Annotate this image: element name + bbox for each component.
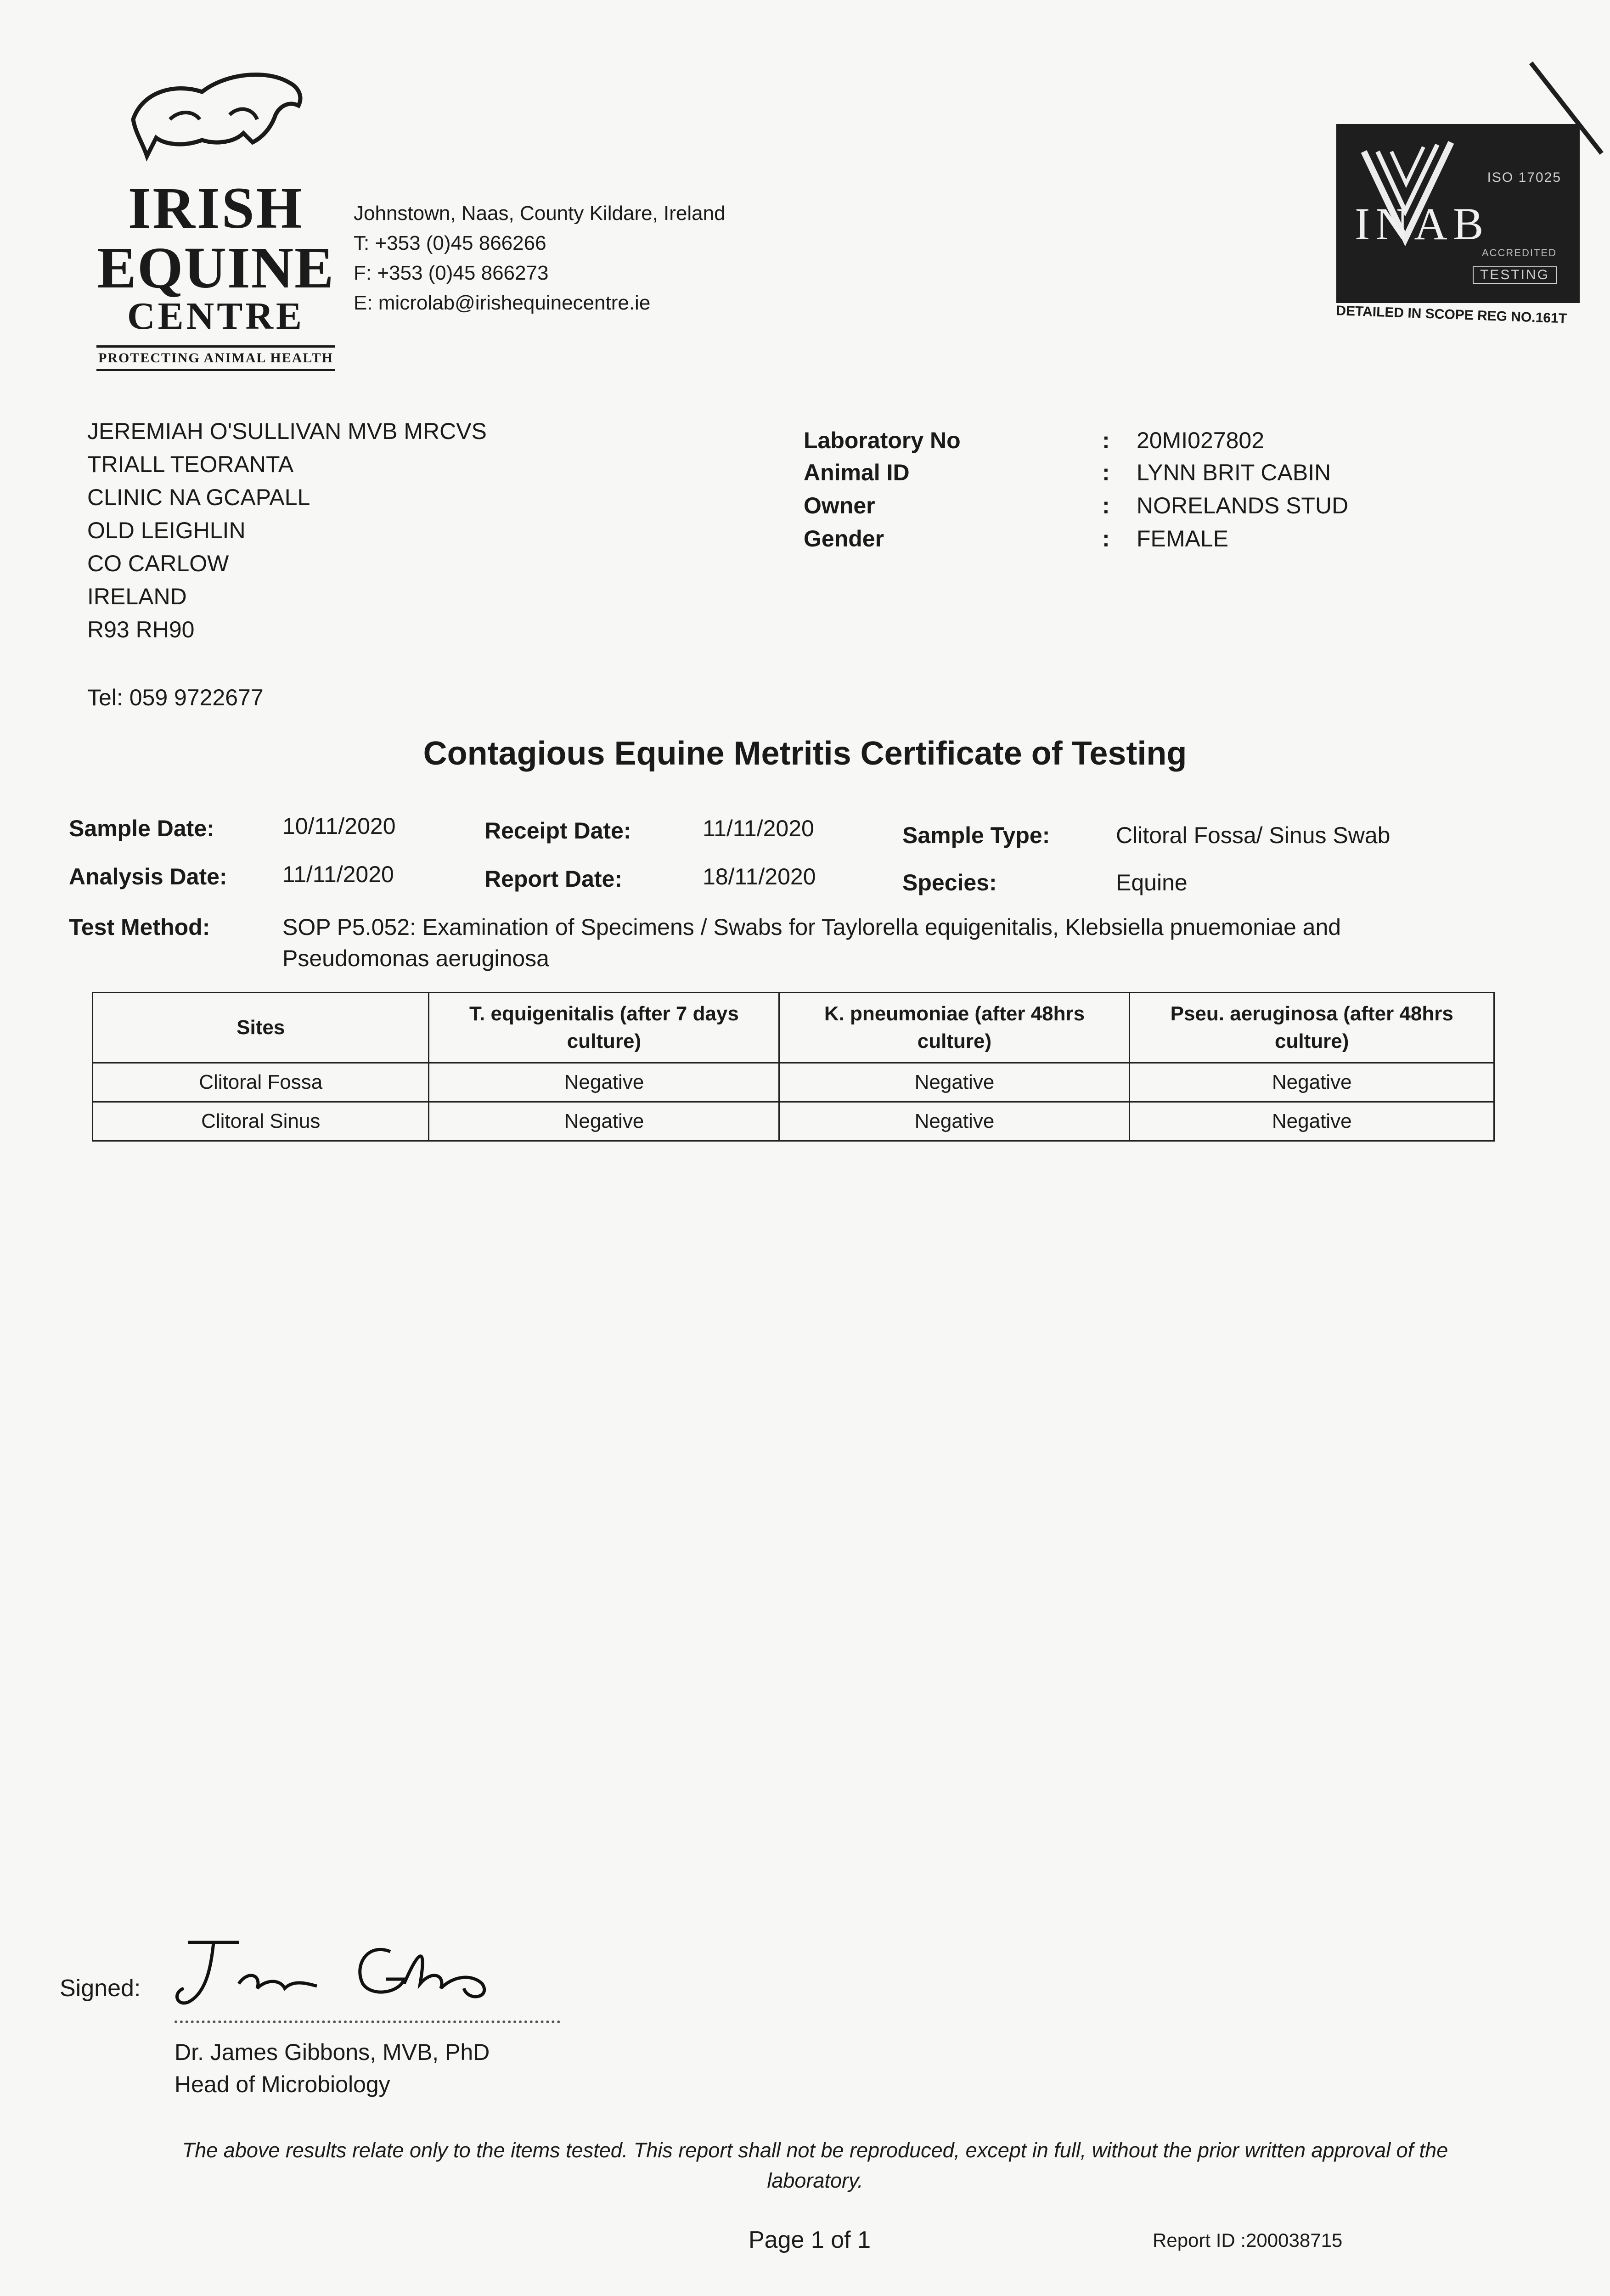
sample-type-value: Clitoral Fossa/ Sinus Swab: [1116, 822, 1390, 848]
recipient-tel: Tel: 059 9722677: [87, 685, 264, 710]
col-header-t-equigenitalis: T. equigenitalis (after 7 days culture): [429, 993, 779, 1063]
animal-id-value: LYNN BRIT CABIN: [1137, 460, 1331, 485]
sample-date-value: 10/11/2020: [282, 813, 396, 839]
recipient-line: OLD LEIGHLIN: [87, 518, 246, 543]
table-row: [93, 1063, 1494, 1102]
test-method-value: SOP P5.052: Examination of Specimens / Swabs for Taylorella equigenitalis, Klebsiella pnuemoniae and: [282, 914, 1341, 940]
result-cell: Negative: [1130, 1063, 1494, 1102]
owner-label: Owner: [804, 493, 875, 518]
certificate-title: Contagious Equine Metritis Certificate of Testing: [423, 735, 1187, 772]
contact-email: E: microlab@irishequinecentre.ie: [354, 292, 651, 314]
signature-line: [175, 2020, 560, 2023]
col-header-sites: Sites: [93, 993, 429, 1063]
signatory-name: Dr. James Gibbons, MVB, PhD: [175, 2039, 490, 2065]
signatory-role: Head of Microbiology: [175, 2071, 390, 2097]
logo-word-equine: EQUINE: [97, 235, 335, 300]
gender-label: Gender: [804, 526, 884, 551]
result-cell: Negative: [429, 1102, 779, 1141]
lab-no-label: Laboratory No: [804, 428, 961, 453]
owner-value: NORELANDS STUD: [1137, 493, 1349, 518]
recipient-line: R93 RH90: [87, 617, 195, 642]
test-method-label: Test Method:: [69, 914, 210, 940]
col-header-k-pneumoniae: K. pneumoniae (after 48hrs culture): [779, 993, 1130, 1063]
result-cell: Negative: [779, 1063, 1130, 1102]
inab-accreditation-badge: [1336, 124, 1580, 303]
sample-date-label: Sample Date:: [69, 816, 214, 841]
species-value: Equine: [1116, 870, 1188, 895]
report-date-label: Report Date:: [484, 866, 623, 892]
contact-phone: T: +353 (0)45 866266: [354, 232, 546, 254]
contact-fax: F: +353 (0)45 866273: [354, 262, 549, 284]
analysis-date-value: 11/11/2020: [282, 861, 394, 887]
disclaimer: The above results relate only to the items tested. This report shall not be reproduced, except in full, without the prior written approval of the laboratory.: [182, 2138, 1448, 2192]
analysis-date-label: Analysis Date:: [69, 864, 227, 889]
result-cell: Negative: [779, 1102, 1130, 1141]
result-cell: Negative: [429, 1063, 779, 1102]
test-method-value-cont: Pseudomonas aeruginosa: [282, 945, 549, 971]
handwritten-signature: [170, 1924, 519, 2025]
contact-address: Johnstown, Naas, County Kildare, Ireland: [354, 202, 726, 225]
recipient-line: CO CARLOW: [87, 551, 229, 576]
inab-accredited: ACCREDITED: [1481, 247, 1557, 259]
site-cell: Clitoral Sinus: [93, 1102, 429, 1141]
gender-value: FEMALE: [1137, 526, 1229, 551]
logo-tagline: PROTECTING ANIMAL HEALTH: [96, 345, 335, 371]
inab-testing: TESTING: [1473, 266, 1557, 284]
recipient-line: CLINIC NA GCAPALL: [87, 484, 310, 510]
result-cell: Negative: [1130, 1102, 1494, 1141]
species-label: Species:: [902, 870, 997, 895]
inab-scope-text: DETAILED IN SCOPE REG NO.161T: [1335, 303, 1567, 326]
sample-type-label: Sample Type:: [902, 822, 1050, 848]
table-header-row: [93, 993, 1494, 1063]
inab-iso: ISO 17025: [1487, 170, 1561, 185]
logo-word-centre: CENTRE: [127, 295, 305, 338]
lab-no-value: 20MI027802: [1137, 428, 1265, 453]
irish-equine-centre-logo: [96, 64, 335, 377]
inab-text: INAB: [1355, 198, 1489, 249]
recipient-line: TRIALL TEORANTA: [87, 451, 294, 477]
site-cell: Clitoral Fossa: [93, 1063, 429, 1102]
report-date-value: 18/11/2020: [703, 864, 816, 889]
signed-label: Signed:: [60, 1975, 141, 2002]
page-number: Page 1 of 1: [749, 2227, 871, 2253]
col-header-pseu-aeruginosa: Pseu. aeruginosa (after 48hrs culture): [1130, 993, 1494, 1063]
animal-id-label: Animal ID: [804, 460, 910, 485]
receipt-date-value: 11/11/2020: [703, 816, 814, 841]
recipient-line: JEREMIAH O'SULLIVAN MVB MRCVS: [87, 418, 487, 444]
results-table: [92, 992, 1495, 1142]
receipt-date-label: Receipt Date:: [484, 818, 631, 844]
logo-word-irish: IRISH: [128, 175, 304, 241]
horse-logo-icon: [115, 64, 317, 174]
table-row: [93, 1102, 1494, 1141]
report-id: Report ID :200038715: [1153, 2229, 1343, 2251]
recipient-line: IRELAND: [87, 584, 187, 609]
